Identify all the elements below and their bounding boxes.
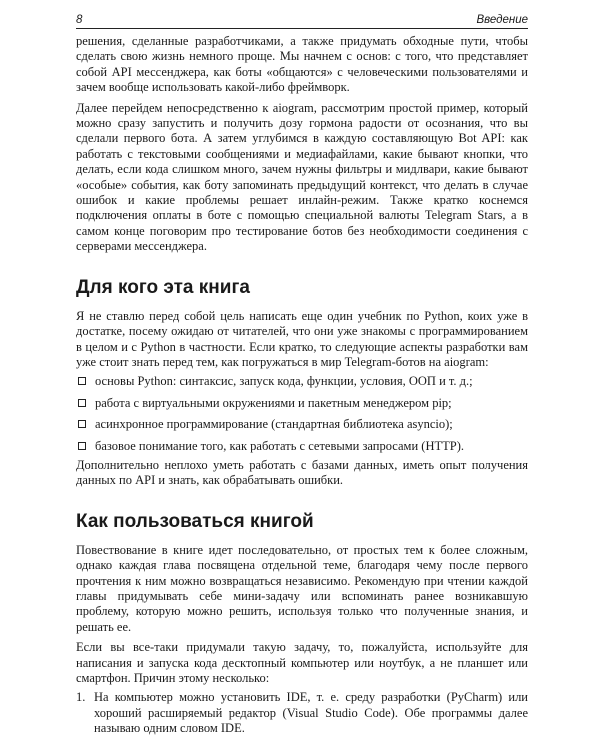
audience-paragraph-1: Я не ставлю перед собой цель написать еще один учебник по Python, коих уже в достатке, посему ожидаю от читателей, что они уже знакомы с программированием в целом и с Python в частности. Если кратко, то следующие аспекты разработки вам уже стоит знать перед тем, как погружаться в мир Telegram-ботов на aiogram: <box>76 308 528 369</box>
list-item: базовое понимание того, как работать с сетевыми запросами (HTTP). <box>76 439 528 454</box>
book-page <box>76 14 528 737</box>
usage-paragraph-2: Если вы все-таки придумали такую задачу, то, пожалуйста, используйте для написания и запуска кода десктопный компьютер или ноутбук, а не планшет или смартфон. Причин этому несколько: <box>76 640 528 685</box>
checkbox-bullet-icon <box>78 399 86 407</box>
reasons-list <box>76 690 528 736</box>
checkbox-bullet-icon <box>78 442 86 450</box>
prerequisites-list <box>76 374 528 454</box>
list-number: 1. <box>76 690 86 705</box>
list-item: работа с виртуальными окружениями и пакетным менеджером pip; <box>76 396 528 411</box>
usage-paragraph-1: Повествование в книге идет последовательно, от простых тем к более сложным, однако каждая глава посвящена отдельной теме, благодаря чему после первого прочтения к ним можно возвращаться независимо. Рекомендую при чтении каждой главы придумывать себе мини-задачу или вспоминать ранее возникавшую проблему, которую можно решить, используя только что полученные знания, и решать ее. <box>76 542 528 634</box>
list-item <box>76 690 528 736</box>
checkbox-bullet-icon <box>78 420 86 428</box>
heading-audience: Для кого эта книга <box>76 276 250 298</box>
list-item-text: На компьютер можно установить IDE, т. е. среду разработки (PyCharm) или хороший расширяемый редактор (Visual Studio Code). Обе программы далее называю одним словом IDE. <box>94 690 528 736</box>
audience-paragraph-2: Дополнительно неплохо уметь работать с базами данных, иметь опыт получения данных по API и знать, как обрабатывать ошибки. <box>76 457 528 488</box>
intro-paragraph-2: Далее перейдем непосредственно к aiogram, рассмотрим простой пример, который можно сразу запустить и получить дозу гормона радости от осознания, что вы сделали первого бота. А затем углубимся в каждую составляющую Bot API: как работать с текстовыми сообщениями и медиафайлами, какие бывают кнопки, что делать, если кода слишком много, зачем нужны фильтры и мидлвари, какие бывают «особые» события, как боту запоминать предыдущий контекст, что делать в случае ошибок и какие проблемы решает инлайн-режим. Также кратко коснемся подключения оплаты в боте с помощью специальной валюты Telegram Stars, а в самом конце поговорим про тестирование ботов без необходимости соединения с серверами мессенджера. <box>76 100 528 254</box>
running-section-title: Введение <box>476 14 528 26</box>
page-number: 8 <box>76 14 83 26</box>
list-item: основы Python: синтаксис, запуск кода, функции, условия, ООП и т. д.; <box>76 374 528 389</box>
running-header <box>76 14 528 29</box>
intro-paragraph-1: решения, сделанные разработчиками, а также придумать обходные пути, чтобы сделать свою жизнь немного проще. Мы начнем с основ: с того, что представляет собой API мессенджера, как боты «общаются» с человеческими пользователями и зачем вообще использовать какой-либо фреймворк. <box>76 34 528 95</box>
heading-usage: Как пользоваться книгой <box>76 510 314 532</box>
list-item: асинхронное программирование (стандартная библиотека asyncio); <box>76 417 528 432</box>
checkbox-bullet-icon <box>78 377 86 385</box>
